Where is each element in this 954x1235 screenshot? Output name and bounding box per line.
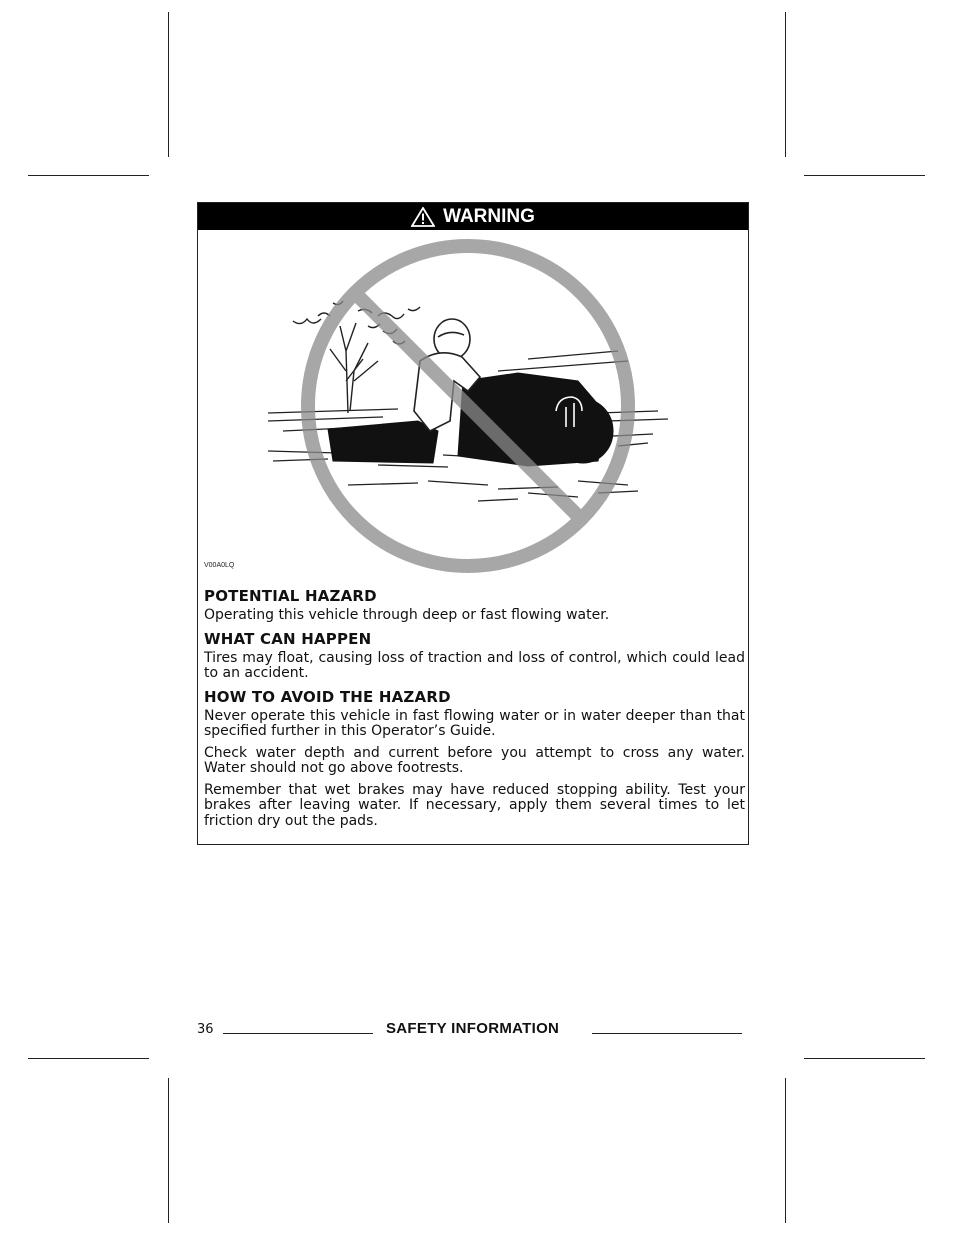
what-can-happen-text: Tires may float, causing loss of traction and loss of control, which could lead to an accident. [204,649,745,681]
atv-in-water-illustration [198,231,750,581]
what-can-happen-title: WHAT CAN HAPPEN [204,629,372,648]
crop-mark-bottom-right-horizontal [804,1058,925,1059]
warning-content [204,587,745,835]
warning-box [197,202,749,845]
potential-hazard-text: Operating this vehicle through deep or fast flowing water. [204,607,610,623]
crop-mark-bottom-left-horizontal [28,1058,149,1059]
how-to-avoid-paragraph: Remember that wet brakes may have reduced stopping ability. Test your brakes after leaving water. If necessary, apply them several times to let friction dry out the pads. [204,781,745,829]
footer-section-title: SAFETY INFORMATION [386,1020,560,1037]
crop-mark-top-right-vertical [785,12,786,157]
figure-code: V00A0LQ [204,562,235,569]
crop-mark-top-left-vertical [168,12,169,157]
how-to-avoid-paragraph: Never operate this vehicle in fast flowing water or in water deeper than that specified further in this Operator’s Guide. [204,707,745,739]
crop-mark-top-right-horizontal [804,175,925,176]
how-to-avoid-paragraph: Check water depth and current before you attempt to cross any water. Water should not go above footrests. [204,744,745,776]
footer-rule-right [592,1033,742,1034]
warning-header [198,203,748,230]
warning-title: WARNING [443,205,535,227]
page-footer [197,1020,749,1040]
warning-triangle-icon [411,207,435,227]
footer-rule-left [223,1033,373,1034]
crop-mark-bottom-right-vertical [785,1078,786,1223]
potential-hazard-title: POTENTIAL HAZARD [204,587,377,605]
crop-mark-top-left-horizontal [28,175,149,176]
page-number: 36 [197,1022,214,1037]
how-to-avoid-title: HOW TO AVOID THE HAZARD [204,687,451,706]
crop-mark-bottom-left-vertical [168,1078,169,1223]
